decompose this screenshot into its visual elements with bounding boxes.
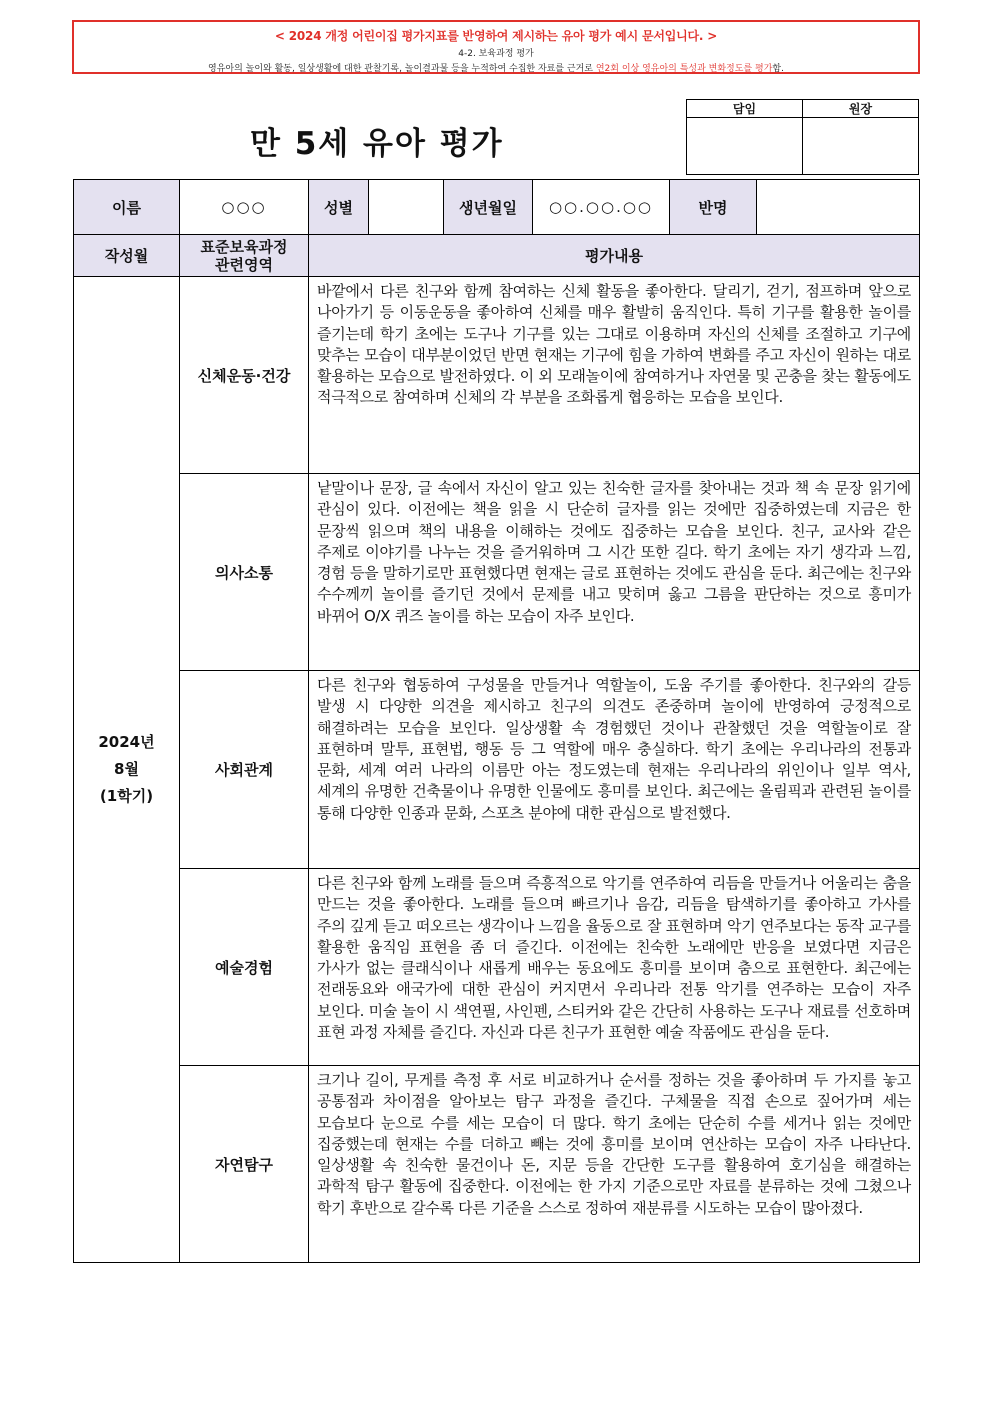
evaluation-row	[74, 474, 920, 671]
class-value[interactable]	[757, 180, 920, 235]
area-header: 표준보육과정 관련영역	[180, 235, 309, 277]
evaluation-table	[73, 179, 920, 1263]
gender-value[interactable]	[369, 180, 444, 235]
evaluation-row	[74, 277, 920, 474]
approval-table	[686, 99, 919, 175]
evaluation-row	[74, 1066, 920, 1263]
content-header: 평가내용	[309, 235, 920, 277]
gender-label: 성별	[309, 180, 369, 235]
name-label: 이름	[74, 180, 180, 235]
info-row	[74, 180, 920, 235]
content-nature[interactable]: 크기나 길이, 무게를 측정 후 서로 비교하거나 순서를 정하는 것을 좋아하며 두 가지를 놓고 공통점과 차이점을 알아보는 탐구 과정을 즐긴다. 구체물을 직접 손으로 짚어가며 세는 모습보다 눈으로 수를 세는 모습이 더 많다. 학기 초에는 단순히 수를 세거나 읽는 것에만 집중했는데 현재는 수를 더하고 빼는 것에 흥미를 보이며 연산하는 모습이 자주 나타난다. 일상생활 속 친숙한 물건이나 돈, 지문 등을 간단한 도구를 활용하여 호기심을 해결하는 과학적 탐구 활동에 집중한다. 이전에는 한 가지 기준으로만 자료를 분류하는 것에 그쳤으나 학기 후반으로 갈수록 다른 기준을 스스로 정하여 재분류를 시도하는 모습이 많아졌다.	[309, 1066, 920, 1263]
notice-box	[72, 20, 920, 74]
content-communication[interactable]: 낱말이나 문장, 글 속에서 자신이 알고 있는 친숙한 글자를 찾아내는 것과 책 속 문장 읽기에 관심이 있다. 이전에는 책을 읽을 시 단순히 글자를 읽는 것에만 집중하였는데 지금은 한 문장씩 읽으며 책의 내용을 이해하는 것에도 집중하는 모습을 보인다. 친구, 교사와 같은 주제로 이야기를 나누는 것을 즐거워하며 그 시간 또한 길다. 학기 초에는 자기 생각과 느낌, 경험 등을 말하기로만 표현했다면 현재는 글로 표현하는 것에도 관심을 둔다. 최근에는 친구와 수수께끼 놀이를 즐기던 것에서 문제를 내고 맞히며 옳고 그름을 판단하는 것으로 흥미가 바뀌어 O/X 퀴즈 놀이를 하는 모습이 자주 보인다.	[309, 474, 920, 671]
area-social: 사회관계	[180, 671, 309, 869]
content-social[interactable]: 다른 친구와 협동하여 구성물을 만들거나 역할놀이, 도움 주기를 좋아한다. 친구와의 갈등 발생 시 다양한 의견을 제시하고 친구의 의견도 존중하며 놀이에 반영하여 긍정적으로 해결하려는 모습을 보인다. 일상생활 속 경험했던 것이나 관찰했던 것을 역할놀이로 잘 표현하며 말투, 표현법, 행동 등 그 역할에 매우 충실하다. 학기 초에는 우리나라의 전통과 문화, 세계 여러 나라의 이름만 아는 정도였는데 현재는 우리나라의 위인이나 일부 역사, 세계의 유명한 건축물이나 유명한 인물에도 흥미를 보인다. 최근에는 올림픽과 관련된 놀이를 통해 다양한 인종과 문화, 스포츠 분야에 대한 관심으로 발전했다.	[309, 671, 920, 869]
notice-section: 4-2. 보육과정 평가	[458, 49, 534, 59]
area-physical: 신체운동·건강	[180, 277, 309, 474]
page-title: 만 5세 유아 평가	[250, 126, 504, 162]
evaluation-row	[74, 671, 920, 869]
area-communication: 의사소통	[180, 474, 309, 671]
header-row	[74, 235, 920, 277]
month-header: 작성월	[74, 235, 180, 277]
director-label: 원장	[803, 100, 919, 118]
area-arts: 예술경험	[180, 869, 309, 1066]
birth-label: 생년월일	[444, 180, 533, 235]
period-cell: 2024년 8월 (1학기)	[74, 277, 180, 1263]
evaluation-row	[74, 869, 920, 1066]
notice-highlight: 연2회 이상 영유아의 특성과 변화정도를 평가	[595, 64, 773, 74]
content-physical[interactable]: 바깥에서 다른 친구와 함께 참여하는 신체 활동을 좋아한다. 달리기, 걷기, 점프하며 앞으로 나아가기 등 이동운동을 좋아하여 신체를 매우 활발히 움직인다. 특히 기구를 활용한 놀이를 즐기는데 학기 초에는 도구나 기구를 있는 그대로 이용하며 자신의 신체를 조절하고 기구에 맞추는 모습이 대부분이었던 반면 현재는 기구에 힘을 가하여 변화를 주고 자신이 원하는 대로 활용하는 모습으로 발전하였다. 이 외 모래놀이에 참여하거나 자연물 및 곤충을 찾는 활동에도 적극적으로 참여하며 신체의 각 부분을 조화롭게 협응하는 모습을 보인다.	[309, 277, 920, 474]
notice-description: 영유아의 놀이와 활동, 일상생활에 대한 관찰기록, 놀이결과물 등을 누적하여 수집한 자료를 근거로 연2회 이상 영유아의 특성과 변화정도를 평가함.	[208, 64, 784, 74]
class-label: 반명	[670, 180, 757, 235]
area-nature: 자연탐구	[180, 1066, 309, 1263]
content-arts[interactable]: 다른 친구와 함께 노래를 들으며 즉흥적으로 악기를 연주하여 리듬을 만들거나 어울리는 춤을 만드는 것을 좋아한다. 노래를 들으며 빠르기나 음감, 리듬을 탐색하기를 좋아하고 가사를 주의 깊게 듣고 떠오르는 생각이나 느낌을 율동으로 잘 표현하며 악기 연주보다는 동작 교구를 활용한 움직임 표현을 좀 더 즐긴다. 이전에는 친숙한 노래에만 반응을 보였다면 지금은 가사가 없는 클래식이나 새롭게 배우는 동요에도 흥미를 보이며 춤으로 표현한다. 최근에는 전래동요와 애국가에 대한 관심이 커지면서 우리나라 전통 악기를 연주하는 모습이 자주 보인다. 미술 놀이 시 색연필, 사인펜, 스티커와 같은 간단히 사용하는 도구나 재료를 선호하며 표현 과정 자체를 즐긴다. 자신과 다른 친구가 표현한 예술 작품에도 관심을 둔다.	[309, 869, 920, 1066]
name-value[interactable]: ○○○	[180, 180, 309, 235]
director-signature-cell[interactable]	[803, 118, 919, 175]
teacher-signature-cell[interactable]	[687, 118, 803, 175]
birth-value[interactable]: ○○.○○.○○	[533, 180, 670, 235]
notice-headline: < 2024 개정 어린이집 평가지표를 반영하여 제시하는 유아 평가 예시 문서입니다. >	[274, 29, 718, 43]
teacher-label: 담임	[687, 100, 803, 118]
